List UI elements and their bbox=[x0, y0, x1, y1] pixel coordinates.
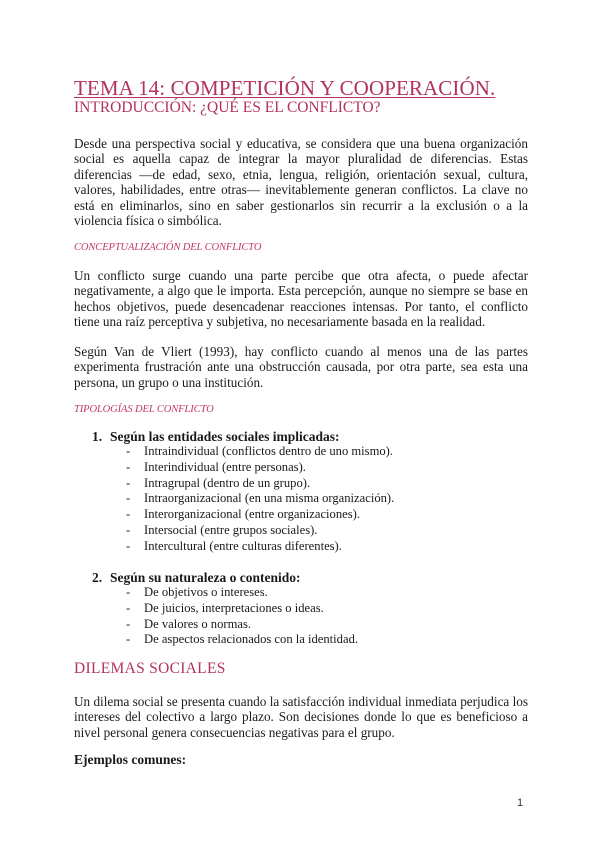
list-dash: - bbox=[126, 600, 131, 615]
list-dash: - bbox=[126, 522, 131, 537]
ejemplos-heading: Ejemplos comunes: bbox=[74, 752, 187, 767]
list1-items bbox=[126, 444, 394, 555]
list-dash: - bbox=[126, 444, 131, 458]
list-item bbox=[126, 617, 358, 633]
intro-paragraph: Desde una perspectiva social y educativa, se considera que una buena organización social es aquella capaz de integrar la mayor pluralidad de diferencias. Estas diferencias —de edad, sexo, etnia, lengua, religión, orientación sexual, cultura, valores, habilidades, entre otras— inevitablemente generan conflictos. La clave no está en eliminarlos, sino en saber gestionarlos sin recurrir a la exclusión o a la violencia física o simbólica. bbox=[74, 136, 528, 229]
conceptualizacion-heading: CONCEPTUALIZACIÓN DEL CONFLICTO bbox=[74, 242, 262, 253]
list-item-text: Interorganizacional (entre organizaciones). bbox=[144, 507, 360, 522]
list1-heading bbox=[92, 429, 340, 445]
list-item-text: Intraindividual (conflictos dentro de uno mismo). bbox=[144, 444, 394, 458]
list-item bbox=[126, 539, 394, 555]
list-item bbox=[126, 523, 394, 539]
list2-number: 2. bbox=[92, 570, 103, 585]
list-dash: - bbox=[126, 491, 131, 506]
conflicto-paragraph: Un conflicto surge cuando una parte percibe que otra afecta, o puede afectar negativamente, a algo que le importa. Esta percepción, aunque no siempre se base en hechos objetivos, puede desencadenar reacciones intensas. Por tanto, el conflicto tiene una raíz perceptiva y subjetiva, no necesariamente basada en la realidad. bbox=[74, 268, 528, 330]
tipologias-heading: TIPOLOGÍAS DEL CONFLICTO bbox=[74, 404, 214, 415]
list-dash: - bbox=[126, 538, 131, 553]
list-item-text: Intersocial (entre grupos sociales). bbox=[144, 522, 318, 537]
list-dash: - bbox=[126, 632, 131, 647]
list-item-text: Intercultural (entre culturas diferentes). bbox=[144, 538, 342, 553]
list-item bbox=[126, 460, 394, 476]
intro-heading: INTRODUCCIÓN: ¿QUÉ ES EL CONFLICTO? bbox=[74, 99, 381, 116]
list-item-text: De aspectos relacionados con la identidad. bbox=[144, 632, 359, 647]
list-item bbox=[126, 601, 358, 617]
list1-heading-text: Según las entidades sociales implicadas: bbox=[110, 429, 340, 444]
list-item bbox=[126, 491, 394, 507]
list2-heading bbox=[92, 570, 301, 586]
list-dash: - bbox=[126, 507, 131, 522]
list-item-text: De juicios, interpretaciones o ideas. bbox=[144, 600, 324, 615]
list-dash: - bbox=[126, 616, 131, 631]
list-item bbox=[126, 476, 394, 492]
list-dash: - bbox=[126, 459, 131, 474]
vliert-paragraph: Según Van de Vliert (1993), hay conflicto cuando al menos una de las partes experimenta frustración ante una obstrucción causada, por otra parte, sea esta una persona, un grupo o una institución. bbox=[74, 344, 528, 390]
list-item bbox=[126, 444, 394, 460]
list-item-text: De objetivos o intereses. bbox=[144, 585, 268, 599]
list-item-text: De valores o normas. bbox=[144, 616, 252, 631]
list-item-text: Intraorganizacional (en una misma organización). bbox=[144, 491, 395, 506]
dilemas-paragraph: Un dilema social se presenta cuando la satisfacción individual inmediata perjudica los intereses del colectivo a largo plazo. Son decisiones donde lo que es beneficioso a nivel personal genera consecuencias negativas para el grupo. bbox=[74, 694, 528, 740]
list-dash: - bbox=[126, 475, 131, 490]
list2-heading-text: Según su naturaleza o contenido: bbox=[110, 570, 301, 585]
list-dash: - bbox=[126, 585, 131, 599]
list-item bbox=[126, 585, 358, 601]
list-item bbox=[126, 632, 358, 648]
page-number: 1 bbox=[517, 797, 524, 809]
list-item-text: Interindividual (entre personas). bbox=[144, 459, 306, 474]
list-item-text: Intragrupal (dentro de un grupo). bbox=[144, 475, 311, 490]
list2-items bbox=[126, 585, 358, 648]
dilemas-heading: DILEMAS SOCIALES bbox=[74, 660, 226, 677]
list1-number: 1. bbox=[92, 429, 103, 444]
list-item bbox=[126, 507, 394, 523]
document-title: TEMA 14: COMPETICIÓN Y COOPERACIÓN. bbox=[74, 76, 496, 100]
